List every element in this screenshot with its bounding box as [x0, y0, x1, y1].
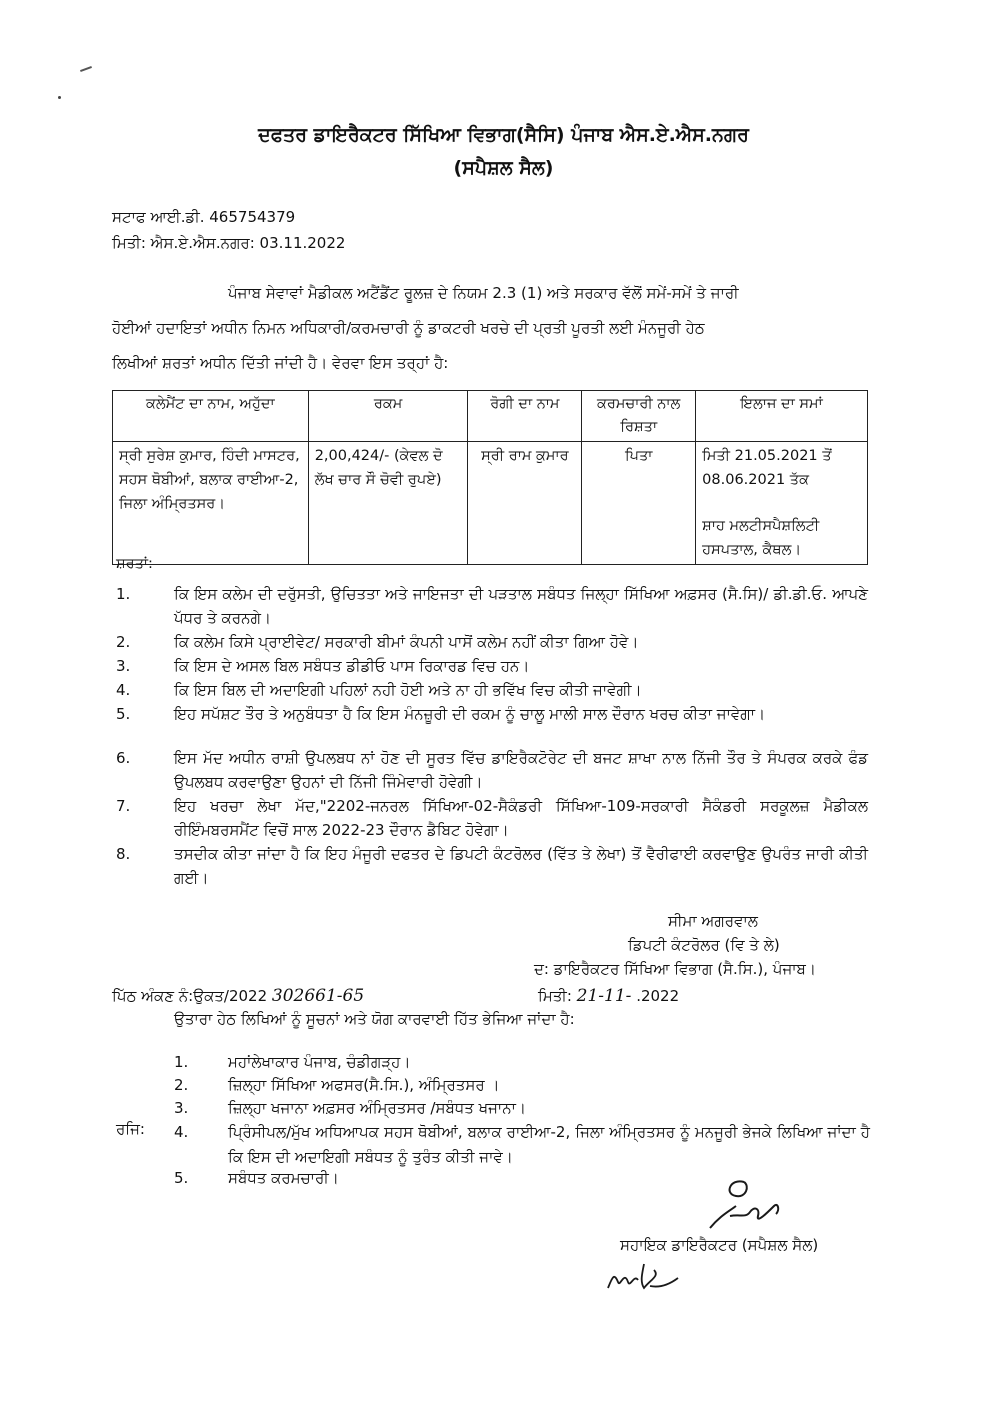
- condition-number: 2.: [116, 633, 131, 651]
- condition-text: ਕਿ ਇਸ ਕਲੇਮ ਦੀ ਦਰੁੱਸਤੀ, ਉਚਿਤਤਾ ਅਤੇ ਜਾਇਜਤਾ ਦੀ ਪੜਤਾਲ ਸਬੰਧਤ ਜਿਲ੍ਹਾ ਸਿੱਖਿਆ ਅਫ਼ਸਰ (ਸੈ.ਸਿ)/ ਡੀ.ਡੀ.ਓ. ਆਪਣੇ ਪੱਧਰ ਤੇ ਕਰਨਗੇ।: [174, 585, 868, 627]
- handwritten-signature: [700, 1172, 790, 1236]
- distribution-number: 1.: [174, 1053, 189, 1071]
- signatory-name: ਸੀਮਾ ਅਗਰਵਾਲ: [668, 912, 758, 930]
- distribution-text: ਮਹਾਂਲੇਖਾਕਾਰ ਪੰਜਾਬ, ਚੰਡੀਗੜ੍ਹ।: [228, 1053, 411, 1071]
- condition-item: [116, 630, 868, 654]
- endorsement-date: [538, 986, 679, 1006]
- header-patient: ਰੋਗੀ ਦਾ ਨਾਮ: [468, 391, 582, 442]
- distribution-text: ਜ਼ਿਲ੍ਹਾ ਸਿੱਖਿਆ ਅਫਸਰ(ਸੈ.ਸਿ.), ਅੰਮ੍ਰਿਤਸਰ ।: [228, 1076, 500, 1094]
- header-claimant: ਕਲੇਮੈਂਟ ਦਾ ਨਾਮ, ਅਹੁੱਦਾ: [113, 391, 309, 442]
- endorsement-number: [112, 986, 364, 1006]
- staff-id: ਸਟਾਫ ਆਈ.ਡੀ. 465754379: [112, 208, 296, 226]
- condition-number: 4.: [116, 681, 131, 699]
- endorsement-year: .2022: [636, 987, 680, 1005]
- condition-text: ਕਿ ਇਸ ਦੇ ਅਸਲ ਬਿਲ ਸਬੰਧਤ ਡੀਡੀਓ ਪਾਸ ਰਿਕਾਰਡ ਵਿਚ ਹਨ।: [174, 657, 530, 675]
- forward-line: ਉਤਾਰਾ ਹੇਠ ਲਿਖਿਆਂ ਨੂੰ ਸੂਚਨਾਂ ਅਤੇ ਯੋਗ ਕਾਰਵਾਈ ਹਿੱਤ ਭੇਜਿਆ ਜਾਂਦਾ ਹੈ:: [174, 1010, 575, 1028]
- condition-text: ਇਹ ਸਪੱਸ਼ਟ ਤੌਰ ਤੇ ਅਨੁਬੰਧਤਾ ਹੈ ਕਿ ਇਸ ਮੰਨਜ਼ੂਰੀ ਦੀ ਰਕਮ ਨੂੰ ਚਾਲੂ ਮਾਲੀ ਸਾਲ ਦੌਰਾਨ ਖਰਚ ਕੀਤਾ ਜਾਵੇਗਾ।: [174, 705, 766, 723]
- assistant-director-designation: ਸਹਾਇਕ ਡਾਇਰੈਕਟਰ (ਸਪੈਸ਼ਲ ਸੈਲ): [620, 1236, 819, 1254]
- office-heading: ਦਫਤਰ ਡਾਇਰੈਕਟਰ ਸਿੱਖਿਆ ਵਿਭਾਗ(ਸੈਸਿ) ਪੰਜਾਬ ਐਸ.ਏ.ਐਸ.ਨਗਰ: [258, 124, 749, 146]
- claim-table-header-row: [113, 391, 868, 442]
- condition-item: [116, 582, 868, 630]
- condition-item: [116, 842, 868, 890]
- condition-text: ਕਿ ਇਸ ਬਿਲ ਦੀ ਅਦਾਇਗੀ ਪਹਿਲਾਂ ਨਹੀ ਹੋਈ ਅਤੇ ਨਾ ਹੀ ਭਵਿੱਖ ਵਿਚ ਕੀਤੀ ਜਾਵੇਗੀ।: [174, 681, 642, 699]
- cell-heading: (ਸਪੈਸ਼ਲ ਸੈਲ): [453, 157, 554, 179]
- condition-item: [116, 702, 868, 750]
- condition-number: 3.: [116, 657, 131, 675]
- condition-item: [116, 654, 868, 678]
- distribution-text: ਸਬੰਧਤ ਕਰਮਚਾਰੀ।: [228, 1169, 339, 1187]
- condition-text: ਇਹ ਖਰਚਾ ਲੇਖਾ ਮੱਦ,"2202-ਜਨਰਲ ਸਿੱਖਿਆ-02-ਸੈਕੰਡਰੀ ਸਿੱਖਿਆ-109-ਸਰਕਾਰੀ ਸੈਕੰਡਰੀ ਸਰਕੂਲਜ਼ ਮੈਡੀਕਲ ਰੀਇੰਮਬਰਸਮੈਂਟ ਵਿਚੋਂ ਸਾਲ 2022-23 ਦੌਰਾਨ ਡੈਬਿਟ ਹੋਵੇਗਾ।: [174, 797, 868, 839]
- cell-patient: ਸ੍ਰੀ ਰਾਮ ਕੁਮਾਰ: [468, 442, 582, 565]
- distribution-text: ਜ਼ਿਲ੍ਹਾ ਖਜਾਨਾ ਅਫ਼ਸਰ ਅੰਮ੍ਰਿਤਸਰ /ਸਬੰਧਤ ਖਜਾਨਾ।: [228, 1099, 526, 1117]
- condition-item: [116, 794, 868, 842]
- treatment-period: ਮਿਤੀ 21.05.2021 ਤੋਂ 08.06.2021 ਤੱਕ: [702, 448, 832, 488]
- condition-item: [116, 678, 868, 702]
- condition-number: 6.: [116, 749, 131, 767]
- distribution-item: [174, 1120, 870, 1170]
- letter-date: ਮਿਤੀ: ਐਸ.ਏ.ਐਸ.ਨਗਰ: 03.11.2022: [112, 234, 346, 252]
- distribution-number: 5.: [174, 1169, 189, 1187]
- endorsement-prefix: ਪਿੱਠ ਅੰਕਣ ਨੰ:ਉਕਤ/2022: [112, 987, 268, 1005]
- condition-text: ਤਸਦੀਕ ਕੀਤਾ ਜਾਂਦਾ ਹੈ ਕਿ ਇਹ ਮੰਜੂਰੀ ਦਫਤਰ ਦੇ ਡਿਪਟੀ ਕੰਟਰੋਲਰ (ਵਿੱਤ ਤੇ ਲੇਖਾ) ਤੋਂ ਵੈਰੀਫਾਈ ਕਰਵਾਉਣ ਉਪਰੰਤ ਜਾਰੀ ਕੀਤੀ ਗਈ।: [174, 845, 868, 887]
- header-relation: ਕਰਮਚਾਰੀ ਨਾਲ ਰਿਸ਼ਤਾ: [582, 391, 696, 442]
- scan-mark: [58, 96, 61, 99]
- hospital-name: ਸ਼ਾਹ ਮਲਟੀਸਪੈਸ਼ਲਿਟੀ ਹਸਪਤਾਲ, ਕੈਥਲ।: [702, 518, 820, 558]
- cell-amount: 2,00,424/- (ਕੇਵਲ ਦੋ ਲੱਖ ਚਾਰ ਸੌ ਚੋਵੀ ਰੁਪਏ): [308, 442, 468, 565]
- cell-claimant: ਸ੍ਰੀ ਸੁਰੇਸ਼ ਕੁਮਾਰ, ਹਿੰਦੀ ਮਾਸਟਰ, ਸਹਸ ਥੋਬੀਆਂ, ਬਲਾਕ ਰਾਈਆ-2, ਜਿਲਾ ਅੰਮ੍ਰਿਤਸਰ।: [113, 442, 309, 565]
- handwritten-number: 302661-65: [271, 986, 365, 1006]
- claim-table: [112, 390, 868, 565]
- distribution-number: 2.: [174, 1076, 189, 1094]
- condition-number: 1.: [116, 585, 131, 603]
- distribution-text: ਪ੍ਰਿੰਸੀਪਲ/ਮੁੱਖ ਅਧਿਆਪਕ ਸਹਸ ਥੋਬੀਆਂ, ਬਲਾਕ ਰਾਈਆ-2, ਜਿਲਾ ਅੰਮ੍ਰਿਤਸਰ ਨੂੰ ਮਨਜੂਰੀ ਭੇਜਕੇ ਲਿਖਿਆ ਜਾਂਦਾ ਹੈ ਕਿ ਇਸ ਦੀ ਅਦਾਇਗੀ ਸਬੰਧਤ ਨੂੰ ਤੁਰੰਤ ਕੀਤੀ ਜਾਵੇ।: [228, 1123, 870, 1166]
- handwritten-initials: [604, 1258, 684, 1294]
- endorsement-date-label: ਮਿਤੀ:: [538, 987, 572, 1005]
- handwritten-date: 21-11-: [576, 986, 632, 1006]
- cell-period-hospital: [696, 442, 868, 565]
- signatory-designation: ਡਿਪਟੀ ਕੰਟਰੋਲਰ (ਵਿ ਤੇ ਲੇ): [628, 936, 780, 954]
- signatory-office: ਦ: ਡਾਇਰੈਕਟਰ ਸਿੱਖਿਆ ਵਿਭਾਗ (ਸੈ.ਸਿ.), ਪੰਜਾਬ।: [534, 960, 817, 978]
- intro-line-1: ਪੰਜਾਬ ਸੇਵਾਵਾਂ ਮੈਡੀਕਲ ਅਟੈਂਡੈਂਟ ਰੂਲਜ਼ ਦੇ ਨਿਯਮ 2.3 (1) ਅਤੇ ਸਰਕਾਰ ਵੱਲੋਂ ਸਮੇਂ-ਸਮੇਂ ਤੇ ਜਾਰੀ: [228, 284, 739, 302]
- header-amount: ਰਕਮ: [308, 391, 468, 442]
- table-row: [113, 442, 868, 565]
- intro-line-2: ਹੋਈਆਂ ਹਦਾਇਤਾਂ ਅਧੀਨ ਨਿਮਨ ਅਧਿਕਾਰੀ/ਕਰਮਚਾਰੀ ਨੂੰ ਡਾਕਟਰੀ ਖਰਚੇ ਦੀ ਪ੍ਰਤੀ ਪੂਰਤੀ ਲਈ ਮੰਨਜੂਰੀ ਹੇਠ: [112, 319, 705, 337]
- scan-mark: [80, 66, 92, 72]
- cell-relation: ਪਿਤਾ: [582, 442, 696, 565]
- distribution-number: 3.: [174, 1099, 189, 1117]
- distribution-number: 4.: [174, 1123, 189, 1141]
- distribution-item: [174, 1050, 870, 1075]
- distribution-item: [174, 1096, 870, 1121]
- condition-number: 7.: [116, 797, 131, 815]
- condition-text: ਕਿ ਕਲੇਮ ਕਿਸੇ ਪ੍ਰਾਈਵੇਟ/ ਸਰਕਾਰੀ ਬੀਮਾਂ ਕੰਪਨੀ ਪਾਸੋਂ ਕਲੇਮ ਨਹੀਂ ਕੀਤਾ ਗਿਆ ਹੋਵੇ।: [174, 633, 639, 651]
- condition-number: 8.: [116, 845, 131, 863]
- condition-text: ਇਸ ਮੱਦ ਅਧੀਨ ਰਾਸ਼ੀ ਉਪਲਬਧ ਨਾਂ ਹੋਣ ਦੀ ਸੂਰਤ ਵਿੱਚ ਡਾਇਰੈਕਟੋਰੇਟ ਦੀ ਬਜਟ ਸ਼ਾਖਾ ਨਾਲ ਨਿੱਜੀ ਤੌਰ ਤੇ ਸੰਪਰਕ ਕਰਕੇ ਫੰਡ ਉਪਲਬਧ ਕਰਵਾਉਣਾ ਉਹਨਾਂ ਦੀ ਨਿੱਜੀ ਜਿੰਮੇਵਾਰੀ ਹੋਵੇਗੀ।: [174, 749, 868, 791]
- registered-label: ਰਜਿ:: [116, 1120, 145, 1138]
- condition-number: 5.: [116, 705, 131, 723]
- condition-item: [116, 746, 868, 794]
- conditions-label: ਸ਼ਰਤਾਂ:: [116, 556, 153, 572]
- intro-line-3: ਲਿਖੀਆਂ ਸ਼ਰਤਾਂ ਅਧੀਨ ਦਿੱਤੀ ਜਾਂਦੀ ਹੈ। ਵੇਰਵਾ ਇਸ ਤਰ੍ਹਾਂ ਹੈ:: [112, 354, 449, 372]
- intro-paragraph: [112, 276, 868, 381]
- header-period: ਇਲਾਜ ਦਾ ਸਮਾਂ: [696, 391, 868, 442]
- distribution-item: [174, 1073, 870, 1098]
